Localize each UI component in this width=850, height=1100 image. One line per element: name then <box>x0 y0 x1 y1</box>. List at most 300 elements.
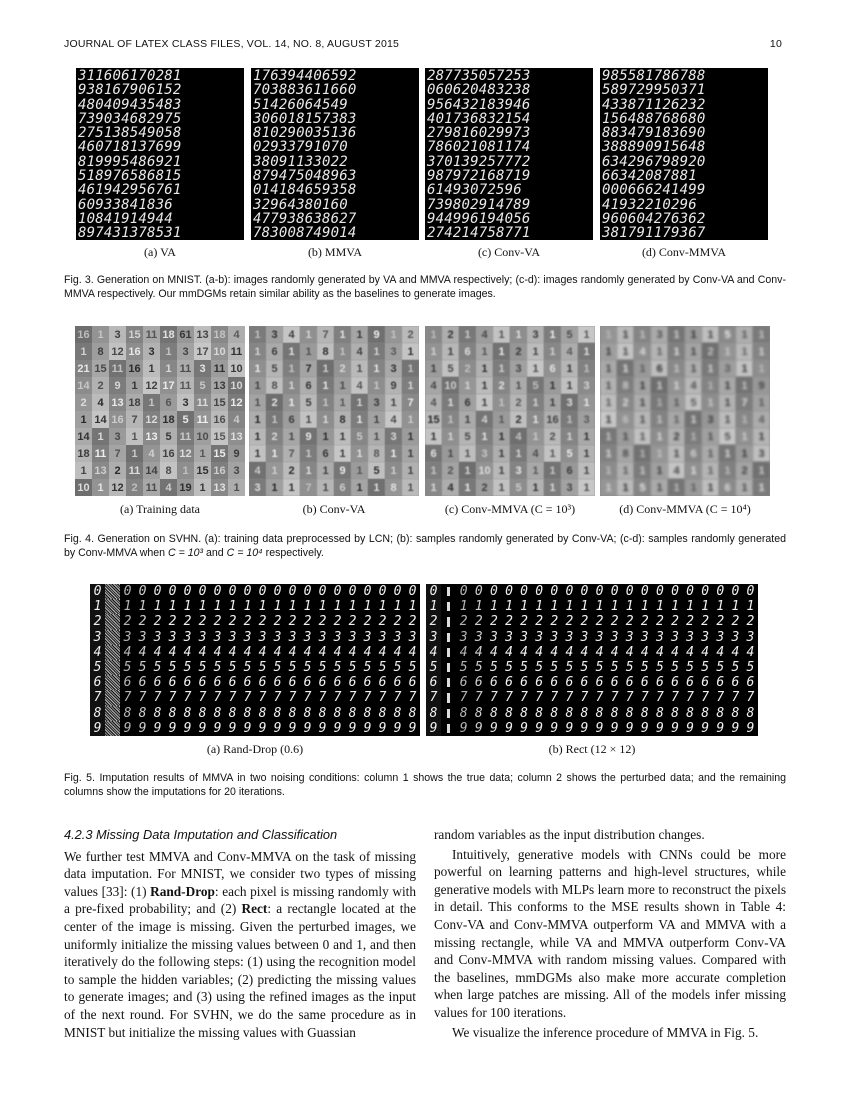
svhn-sample: 1 <box>561 377 578 394</box>
svhn-sample: 1 <box>702 326 719 343</box>
imputed-digit: 3 <box>273 629 282 645</box>
imputed-digit: 3 <box>303 629 312 645</box>
imputation-row <box>426 690 758 705</box>
svhn-sample: 1 <box>544 326 561 343</box>
imputed-digit: 4 <box>716 644 725 660</box>
imputed-digit: 8 <box>640 705 649 721</box>
svhn-sample: 1 <box>668 394 685 411</box>
imputed-digit: 2 <box>318 614 327 630</box>
imputed-digit: 1 <box>610 599 619 615</box>
svhn-sample: 1 <box>685 326 702 343</box>
imputed-digit: 8 <box>655 705 664 721</box>
svhn-sample: 1 <box>702 445 719 462</box>
imputed-digit: 3 <box>565 629 574 645</box>
imputed-digit: 9 <box>243 720 252 736</box>
svhn-sample: 7 <box>402 394 419 411</box>
svhn-sample: 1 <box>753 462 770 479</box>
perturbed-digit <box>441 645 456 660</box>
svhn-sample: 16 <box>160 445 177 462</box>
imputed-digit: 9 <box>198 720 207 736</box>
svhn-sample: 2 <box>266 394 283 411</box>
imputed-digit: 3 <box>228 629 237 645</box>
svhn-sample: 1 <box>600 428 617 445</box>
imputed-digit: 1 <box>580 599 589 615</box>
svhn-sample: 1 <box>668 479 685 496</box>
imputed-digit: 2 <box>520 614 528 630</box>
imputed-digit: 9 <box>459 720 468 736</box>
svhn-sample: 1 <box>402 360 419 377</box>
imputed-digit: 2 <box>333 614 342 630</box>
imputed-digit: 0 <box>183 584 192 600</box>
imputed-digit: 8 <box>671 705 679 721</box>
imputed-digit: 5 <box>408 660 417 676</box>
imputed-digit: 4 <box>520 644 528 660</box>
svhn-sample: 18 <box>211 326 228 343</box>
fig5-grid <box>90 584 420 736</box>
svhn-sample: 6 <box>317 445 334 462</box>
fig3-label-c: (c) Conv-VA <box>477 245 541 259</box>
imputation-row <box>426 599 758 614</box>
rect-mask <box>447 633 450 642</box>
svhn-sample: 1 <box>249 445 266 462</box>
imputed-digit: 6 <box>258 675 267 691</box>
imputed-digit: 2 <box>183 614 192 630</box>
svhn-sample: 1 <box>736 326 753 343</box>
imputed-digit: 6 <box>535 675 544 691</box>
svhn-sample: 1 <box>92 326 109 343</box>
svhn-sample: 1 <box>300 343 317 360</box>
svhn-sample: 1 <box>283 428 300 445</box>
imputed-digit: 8 <box>303 705 312 721</box>
imputed-digit: 3 <box>655 629 664 645</box>
imputed-digit: 2 <box>408 614 417 630</box>
left-text-c: : a rectangle located at the center of the image is missing. Given the perturbed images, we uniformly initialize the missing values between 0 and 1, and then iteratively do the following steps: (1) using the recognition model to sample the hidden variables; (2) predicting the missing values to generate images; and (3) using the refined images as the input of the next round. For SVHN, we do the same procedure as in MNIST but initialize the missing values with Guassian <box>64 901 417 1040</box>
fig5-panel-rect <box>426 584 758 736</box>
svhn-sample: 1 <box>493 326 510 343</box>
svhn-sample: 1 <box>75 411 92 428</box>
svhn-sample: 1 <box>476 360 493 377</box>
right-column <box>434 826 786 1041</box>
svhn-sample: 1 <box>510 326 527 343</box>
svhn-sample: 1 <box>719 445 736 462</box>
svhn-sample: 1 <box>578 445 595 462</box>
svhn-sample: 1 <box>527 360 544 377</box>
imputed-digit: 2 <box>243 614 252 630</box>
svhn-sample: 5 <box>634 479 651 496</box>
svhn-sample: 10 <box>228 360 245 377</box>
fig5-label-b: (b) Rect (12 × 12) <box>548 742 636 756</box>
svhn-sample: 4 <box>228 411 245 428</box>
imputed-digit: 3 <box>580 629 589 645</box>
svhn-sample: 1 <box>634 411 651 428</box>
svhn-sample: 1 <box>685 479 702 496</box>
svhn-sample: 13 <box>109 394 126 411</box>
imputed-digit: 9 <box>138 720 147 736</box>
imputed-digit: 7 <box>213 690 222 706</box>
imputed-digit: 3 <box>520 629 528 645</box>
imputed-digit: 0 <box>610 584 619 600</box>
svhn-sample: 1 <box>651 428 668 445</box>
right-paragraph-1: random variables as the input distribution changes. <box>434 827 705 842</box>
svhn-sample: 6 <box>617 411 634 428</box>
imputed-digit: 0 <box>348 584 357 600</box>
imputed-digit: 3 <box>153 629 162 645</box>
imputed-digit: 5 <box>595 660 604 676</box>
imputed-digit: 9 <box>333 720 342 736</box>
imputed-digit: 2 <box>716 614 725 630</box>
imputed-digit: 0 <box>303 584 312 600</box>
imputation-row <box>426 645 758 660</box>
imputed-digit: 9 <box>580 720 589 736</box>
imputed-digit: 9 <box>183 720 192 736</box>
imputed-digit: 4 <box>625 644 634 660</box>
imputed-digit: 6 <box>731 675 740 691</box>
imputed-digit: 9 <box>565 720 574 736</box>
true-digit: 1 <box>90 599 105 614</box>
svhn-sample: 15 <box>126 326 143 343</box>
perturbed-digit <box>105 645 120 660</box>
imputed-digit: 2 <box>625 614 634 630</box>
imputed-digit: 8 <box>550 705 559 721</box>
svhn-sample: 16 <box>75 326 92 343</box>
svhn-sample: 1 <box>493 479 510 496</box>
svhn-sample: 1 <box>719 411 736 428</box>
svhn-sample: 16 <box>211 411 228 428</box>
svhn-sample: 10 <box>442 377 459 394</box>
true-digit: 8 <box>426 706 441 721</box>
svhn-sample: 3 <box>194 360 211 377</box>
imputed-digit: 9 <box>731 720 740 736</box>
imputed-digit: 7 <box>348 690 357 706</box>
imputed-digit: 5 <box>378 660 387 676</box>
imputed-digit: 5 <box>550 660 559 676</box>
imputed-digit: 8 <box>333 705 342 721</box>
left-column <box>64 826 416 1041</box>
imputed-digit: 2 <box>213 614 222 630</box>
imputed-digit: 7 <box>505 690 513 706</box>
svhn-sample: 1 <box>753 394 770 411</box>
svhn-sample: 13 <box>143 428 160 445</box>
fig4-label-b: (b) Conv-VA <box>302 502 366 516</box>
true-digit: 2 <box>90 614 105 629</box>
true-digit: 6 <box>90 675 105 690</box>
imputed-digit: 0 <box>318 584 327 600</box>
svhn-sample: 1 <box>651 479 668 496</box>
imputed-digit: 4 <box>565 644 574 660</box>
imputation-row <box>90 599 420 614</box>
imputed-digit: 9 <box>610 720 619 736</box>
svhn-sample: 3 <box>385 360 402 377</box>
imputed-digit: 4 <box>168 644 177 660</box>
imputed-digit: 3 <box>168 629 177 645</box>
imputed-digit: 4 <box>273 644 282 660</box>
imputed-digit: 5 <box>701 660 710 676</box>
svhn-sample: 1 <box>317 394 334 411</box>
svhn-sample: 2 <box>126 479 143 496</box>
svhn-sample: 9 <box>109 377 126 394</box>
imputed-digit: 5 <box>138 660 147 676</box>
fig4-grid <box>425 326 595 496</box>
svhn-sample: 6 <box>719 479 736 496</box>
svhn-sample: 1 <box>702 428 719 445</box>
svhn-sample: 9 <box>300 428 317 445</box>
true-digit: 7 <box>426 690 441 705</box>
svhn-sample: 17 <box>160 377 177 394</box>
imputed-digit: 7 <box>273 690 282 706</box>
imputation-row <box>90 584 420 599</box>
svhn-sample: 4 <box>283 326 300 343</box>
imputed-digit: 5 <box>520 660 528 676</box>
imputed-digit: 1 <box>273 599 282 615</box>
fig3-digit-grid: 287735057253 060620483238 956432183946 401736832154 279816029973 786021081174 370139257772 987972168719 61493072596 739802914789 944996194056 274214758771 <box>425 68 593 240</box>
imputed-digit: 5 <box>716 660 725 676</box>
perturbed-digit <box>441 706 456 721</box>
svhn-sample: 1 <box>736 377 753 394</box>
imputed-digit: 8 <box>258 705 267 721</box>
imputed-digit: 1 <box>671 599 679 615</box>
fig3-panel-conv-mmva <box>600 68 768 240</box>
fig4-grid <box>600 326 770 496</box>
imputed-digit: 1 <box>474 599 483 615</box>
imputed-digit: 1 <box>333 599 342 615</box>
imputed-digit: 6 <box>640 675 649 691</box>
svhn-sample: 1 <box>402 343 419 360</box>
fig4-label-d: (d) Conv-MMVA (C = 10⁴) <box>619 502 751 516</box>
svhn-sample: 61 <box>177 326 194 343</box>
imputed-digit: 4 <box>701 644 710 660</box>
fig3-digit-grid: 985581786788 589729950371 433871126232 156488768680 883479183690 388890915648 634296798920 66342087881 000666241499 41932210296 960604276362 381791179367 <box>600 68 768 240</box>
imputed-digit: 1 <box>640 599 649 615</box>
svhn-sample: 1 <box>442 411 459 428</box>
imputed-digit: 3 <box>625 629 634 645</box>
imputed-digit: 3 <box>333 629 342 645</box>
svhn-sample: 3 <box>368 394 385 411</box>
svhn-sample: 1 <box>634 394 651 411</box>
svhn-sample: 16 <box>211 462 228 479</box>
imputed-digit: 5 <box>153 660 162 676</box>
fig4-panel-conv-mmva-c3 <box>425 326 595 496</box>
imputed-digit: 7 <box>595 690 604 706</box>
svhn-sample: 1 <box>493 411 510 428</box>
svhn-sample: 1 <box>334 445 351 462</box>
imputed-digit: 5 <box>273 660 282 676</box>
fig3-panel-conv-va <box>425 68 593 240</box>
imputed-digit: 5 <box>565 660 574 676</box>
imputed-digit: 4 <box>348 644 357 660</box>
imputed-digit: 5 <box>243 660 252 676</box>
imputed-digit: 3 <box>258 629 267 645</box>
svhn-sample: 1 <box>736 479 753 496</box>
imputed-digit: 4 <box>333 644 342 660</box>
imputed-digit: 7 <box>686 690 694 706</box>
imputed-digit: 5 <box>258 660 267 676</box>
svhn-sample: 12 <box>228 394 245 411</box>
svhn-sample: 1 <box>651 445 668 462</box>
imputed-digit: 4 <box>610 644 619 660</box>
svhn-sample: 3 <box>578 377 595 394</box>
imputed-digit: 2 <box>535 614 544 630</box>
svhn-sample: 5 <box>368 462 385 479</box>
imputed-digit: 0 <box>746 584 755 600</box>
fig4-grid <box>75 326 245 496</box>
true-digit: 5 <box>90 660 105 675</box>
imputed-digit: 9 <box>489 720 498 736</box>
imputed-digit: 4 <box>459 644 468 660</box>
left-text-a: We further test MMVA and Conv-MMVA on the task of missing data imputation. For MNIST, we consider two types of missing values [33]: (1) <box>64 848 416 899</box>
svhn-sample: 1 <box>617 360 634 377</box>
svhn-sample: 3 <box>510 462 527 479</box>
svhn-sample: 1 <box>351 445 368 462</box>
imputed-digit: 1 <box>198 599 207 615</box>
imputed-digit: 2 <box>671 614 679 630</box>
svhn-sample: 4 <box>753 411 770 428</box>
svhn-sample: 14 <box>75 377 92 394</box>
true-digit: 3 <box>90 630 105 645</box>
imputed-digit: 1 <box>565 599 574 615</box>
imputed-digit: 0 <box>489 584 498 600</box>
svhn-sample: 1 <box>685 360 702 377</box>
imputed-digit: 9 <box>258 720 267 736</box>
svhn-sample: 1 <box>368 343 385 360</box>
svhn-sample: 13 <box>92 462 109 479</box>
imputed-digit: 8 <box>489 705 498 721</box>
svhn-sample: 3 <box>578 411 595 428</box>
imputed-digit: 9 <box>535 720 544 736</box>
svhn-sample: 7 <box>317 326 334 343</box>
svhn-sample: 14 <box>75 428 92 445</box>
svhn-sample: 1 <box>510 377 527 394</box>
imputed-digit: 2 <box>701 614 710 630</box>
imputed-digit: 1 <box>701 599 710 615</box>
left-text-b: : each pixel is missing randomly with a pre-fixed probability; and (2) <box>64 883 416 917</box>
svhn-sample: 1 <box>634 462 651 479</box>
svhn-sample: 16 <box>126 343 143 360</box>
imputed-digit: 2 <box>474 614 483 630</box>
imputed-digit: 2 <box>459 614 468 630</box>
svhn-sample: 2 <box>442 462 459 479</box>
svhn-sample: 11 <box>177 428 194 445</box>
imputed-digit: 2 <box>288 614 297 630</box>
svhn-sample: 3 <box>266 326 283 343</box>
imputed-digit: 6 <box>610 675 619 691</box>
svhn-sample: 1 <box>126 428 143 445</box>
imputed-digit: 8 <box>731 705 740 721</box>
imputed-digit: 3 <box>288 629 297 645</box>
perturbed-digit <box>441 721 456 736</box>
true-digit: 8 <box>90 706 105 721</box>
svhn-sample: 3 <box>651 326 668 343</box>
imputed-digit: 7 <box>258 690 267 706</box>
svhn-sample: 1 <box>600 326 617 343</box>
imputed-digit: 6 <box>273 675 282 691</box>
svhn-sample: 1 <box>561 360 578 377</box>
svhn-sample: 8 <box>368 445 385 462</box>
svhn-sample: 19 <box>177 479 194 496</box>
svhn-sample: 4 <box>228 326 245 343</box>
rect-mask <box>447 724 450 733</box>
imputed-digit: 9 <box>348 720 357 736</box>
imputed-digit: 8 <box>625 705 634 721</box>
fig4-caption-a: Fig. 4. Generation on SVHN. (a): training data preprocessed by LCN; (b): samples randomly generated by Conv-VA; (c-d): samples randomly generated by Conv-MMVA when <box>64 533 786 559</box>
svhn-sample: 1 <box>459 377 476 394</box>
svhn-sample: 4 <box>425 377 442 394</box>
imputed-digit: 4 <box>138 644 147 660</box>
rect-mask <box>447 602 450 611</box>
svhn-sample: 12 <box>177 445 194 462</box>
imputed-digit: 2 <box>505 614 513 630</box>
imputation-row <box>90 645 420 660</box>
svhn-sample: 4 <box>527 445 544 462</box>
svhn-sample: 8 <box>160 462 177 479</box>
imputed-digit: 6 <box>408 675 417 691</box>
imputed-digit: 7 <box>671 690 679 706</box>
imputation-row <box>426 630 758 645</box>
svhn-sample: 1 <box>442 394 459 411</box>
imputed-digit: 6 <box>303 675 312 691</box>
imputed-digit: 4 <box>303 644 312 660</box>
fig4-caption-math2: C = 10⁴ <box>226 547 263 559</box>
svhn-sample: 1 <box>442 343 459 360</box>
imputed-digit: 2 <box>686 614 694 630</box>
rect-term: Rect <box>241 901 268 917</box>
svhn-sample: 1 <box>402 445 419 462</box>
svhn-sample: 1 <box>459 445 476 462</box>
imputed-digit: 4 <box>363 644 372 660</box>
imputed-digit: 9 <box>213 720 222 736</box>
imputed-digit: 8 <box>393 705 402 721</box>
imputed-digit: 6 <box>123 675 132 691</box>
imputed-digit: 7 <box>731 690 740 706</box>
journal-header: JOURNAL OF LATEX CLASS FILES, VOL. 14, NO. 8, AUGUST 2015 <box>64 38 400 50</box>
svhn-sample: 1 <box>527 411 544 428</box>
svhn-sample: 5 <box>266 360 283 377</box>
imputed-digit: 7 <box>550 690 559 706</box>
svhn-sample: 1 <box>334 377 351 394</box>
imputed-digit: 6 <box>378 675 387 691</box>
svhn-sample: 1 <box>578 394 595 411</box>
svhn-sample: 1 <box>600 377 617 394</box>
imputed-digit: 8 <box>610 705 619 721</box>
svhn-sample: 8 <box>334 411 351 428</box>
svhn-sample: 3 <box>702 411 719 428</box>
imputed-digit: 1 <box>731 599 740 615</box>
svhn-sample: 3 <box>177 394 194 411</box>
imputed-digit: 1 <box>408 599 417 615</box>
svhn-sample: 1 <box>753 343 770 360</box>
imputed-digit: 2 <box>731 614 740 630</box>
svhn-sample: 1 <box>334 343 351 360</box>
imputed-digit: 5 <box>393 660 402 676</box>
imputed-digit: 6 <box>318 675 327 691</box>
svhn-sample: 13 <box>228 428 245 445</box>
imputed-digit: 8 <box>459 705 468 721</box>
imputed-digit: 7 <box>138 690 147 706</box>
imputed-digit: 7 <box>746 690 755 706</box>
svhn-sample: 1 <box>228 479 245 496</box>
imputed-digit: 7 <box>123 690 132 706</box>
imputed-digit: 0 <box>153 584 162 600</box>
svhn-sample: 16 <box>109 411 126 428</box>
svhn-sample: 7 <box>300 479 317 496</box>
svhn-sample: 1 <box>317 377 334 394</box>
svhn-sample: 4 <box>476 411 493 428</box>
imputed-digit: 8 <box>123 705 132 721</box>
svhn-sample: 10 <box>211 343 228 360</box>
imputed-digit: 5 <box>489 660 498 676</box>
svhn-sample: 6 <box>651 360 668 377</box>
imputed-digit: 3 <box>318 629 327 645</box>
imputed-digit: 0 <box>243 584 252 600</box>
